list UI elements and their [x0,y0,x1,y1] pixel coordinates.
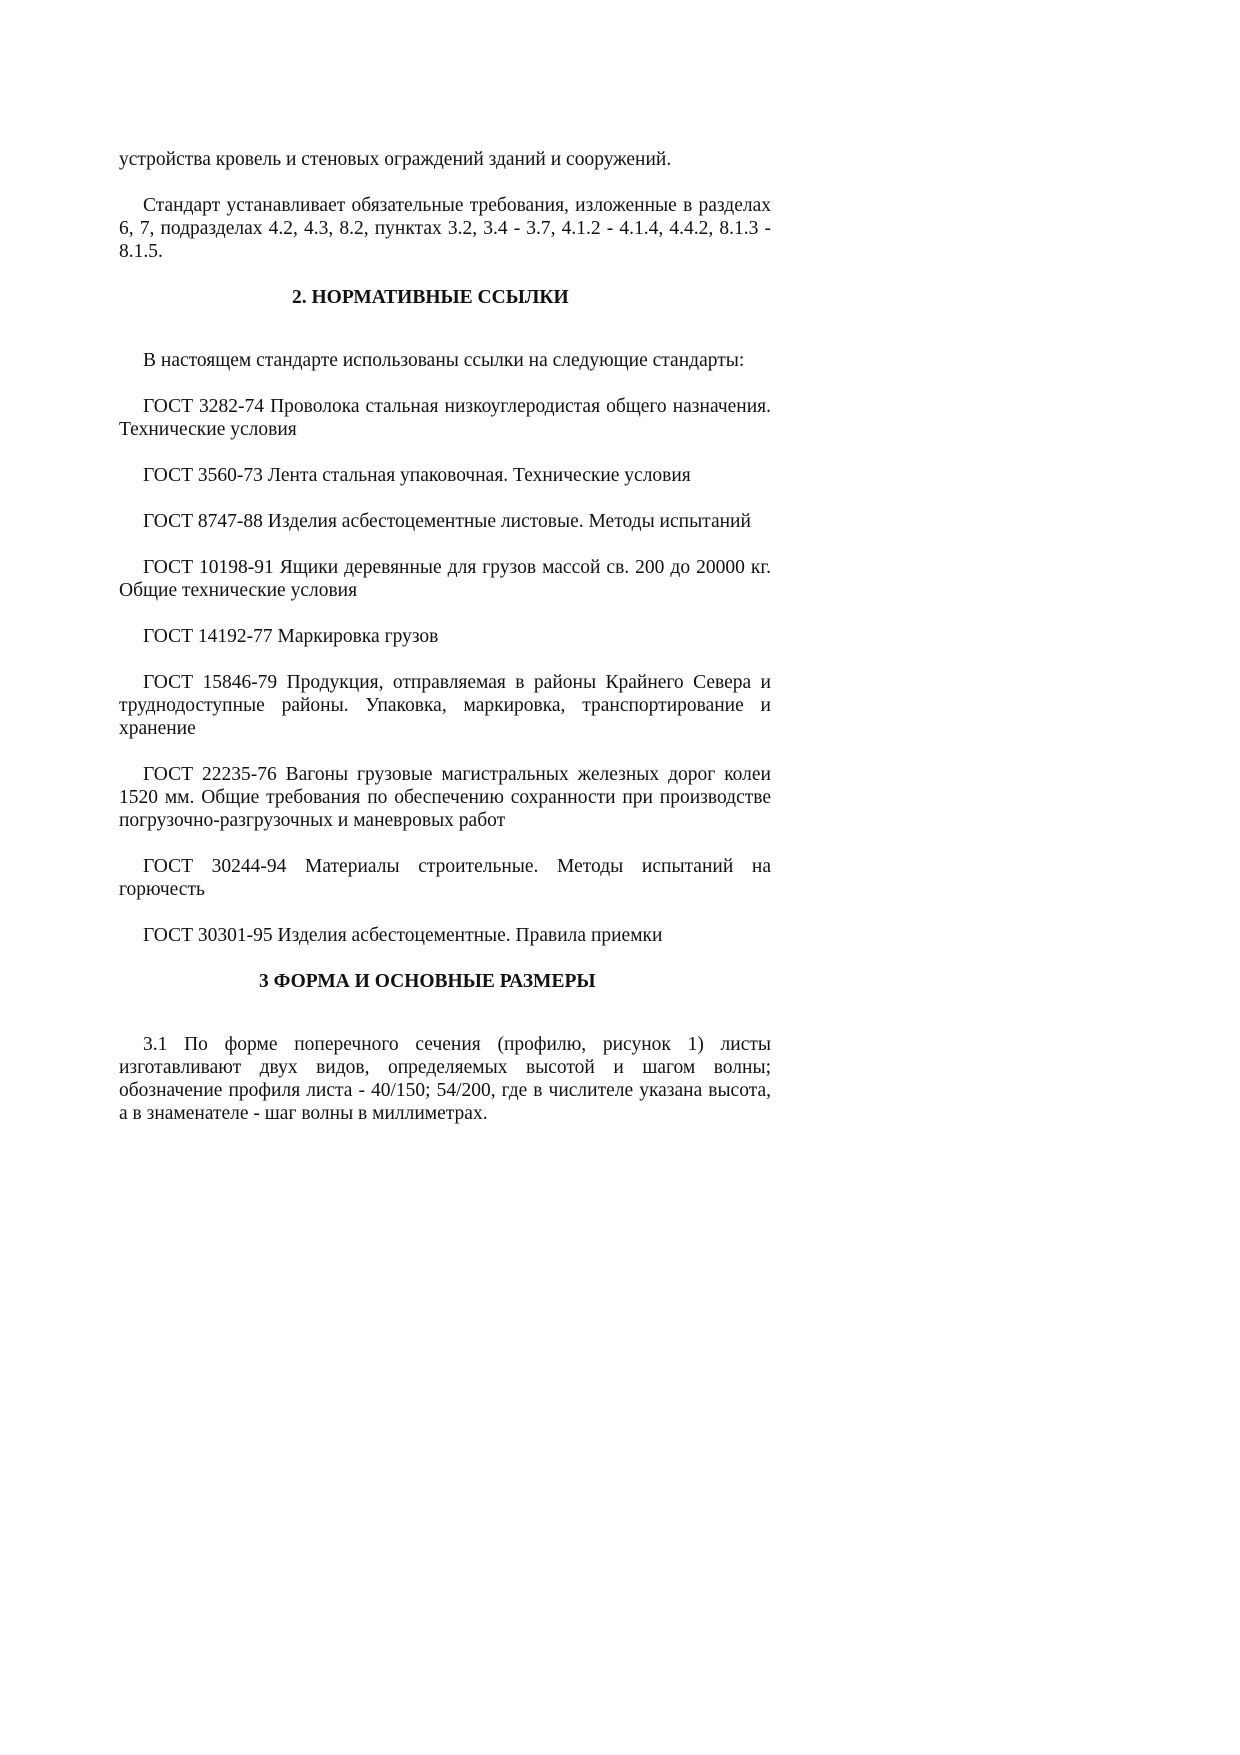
paragraph-3-1: 3.1 По форме поперечного сечения (профилю, рисунок 1) листы изготавливают двух видов, определяемых высотой и шагом волны; обозначение профиля листа - 40/150; 54/200, где в числителе указана высота, а в знаменателе - шаг волны в миллиметрах. [119,1034,771,1124]
section-3-heading: 3 ФОРМА И ОСНОВНЫЕ РАЗМЕРЫ [259,971,596,992]
reference-item: ГОСТ 22235-76 Вагоны грузовые магистральных железных дорог колеи 1520 мм. Общие требования по обеспечению сохранности при производстве погрузочно-разгрузочных и маневровых работ [119,764,771,831]
document-body [119,148,771,1148]
reference-item: ГОСТ 3560-73 Лента стальная упаковочная. Технические условия [143,465,691,486]
reference-item: ГОСТ 8747-88 Изделия асбестоцементные листовые. Методы испытаний [143,511,751,532]
reference-item: ГОСТ 3282-74 Проволока стальная низкоуглеродистая общего назначения. Технические условия [119,396,771,440]
section-2-heading: 2. НОРМАТИВНЫЕ ССЫЛКИ [292,287,569,308]
reference-list [119,395,771,947]
reference-item: ГОСТ 15846-79 Продукция, отправляемая в районы Крайнего Севера и труднодоступные районы. Упаковка, маркировка, транспортирование и хранение [119,672,771,739]
reference-item: ГОСТ 30244-94 Материалы строительные. Методы испытаний на горючесть [119,856,771,900]
intro-line: устройства кровель и стеновых ограждений зданий и сооружений. [119,149,672,170]
reference-item: ГОСТ 14192-77 Маркировка грузов [143,626,439,647]
reference-item: ГОСТ 10198-91 Ящики деревянные для грузов массой св. 200 до 20000 кг. Общие технические условия [119,557,771,601]
reference-item: ГОСТ 30301-95 Изделия асбестоцементные. Правила приемки [143,925,663,946]
section-2-lead: В настоящем стандарте использованы ссылки на следующие стандарты: [143,350,745,371]
intro-paragraph: Стандарт устанавливает обязательные требования, изложенные в разделах 6, 7, подразделах 4.2, 4.3, 8.2, пунктах 3.2, 3.4 - 3.7, 4.1.2 - 4.1.4, 4.4.2, 8.1.3 - 8.1.5. [119,195,771,262]
